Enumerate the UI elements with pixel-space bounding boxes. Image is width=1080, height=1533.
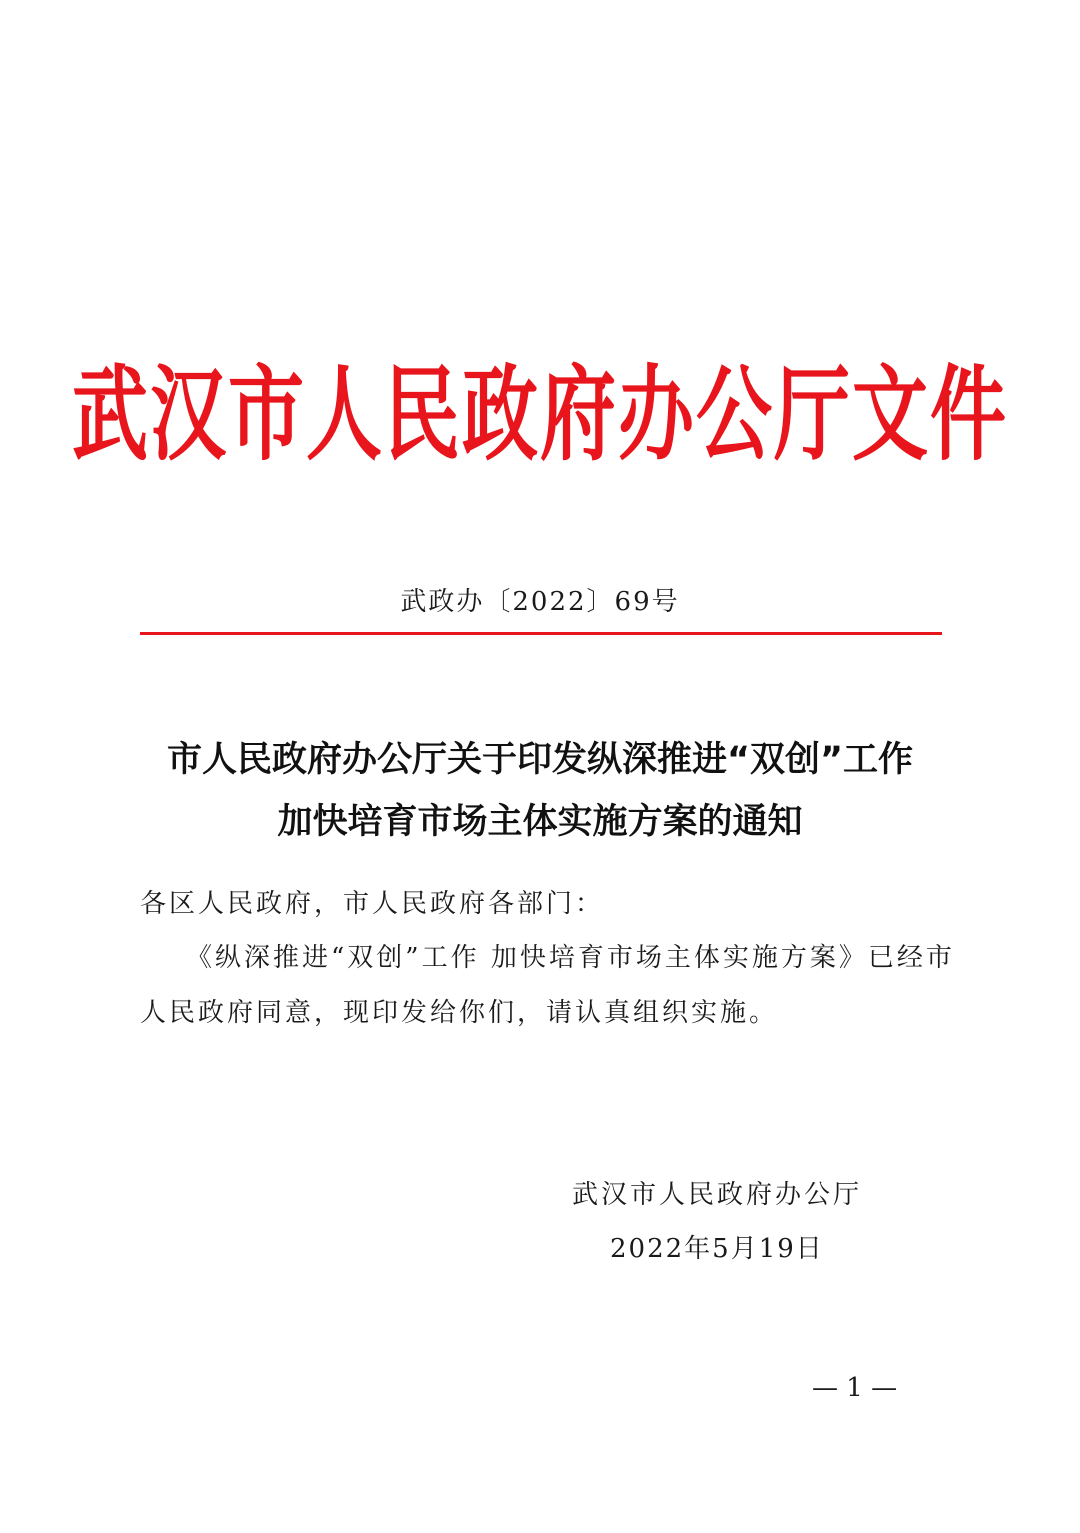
document-title-line-2: 加快培育市场主体实施方案的通知: [277, 802, 803, 842]
body-paragraph-line-2: 人民政府同意，现印发给你们，请认真组织实施。: [140, 998, 779, 1028]
salutation: 各区人民政府，市人民政府各部门：: [140, 889, 605, 919]
issue-date: 2022年5月19日: [610, 1234, 824, 1264]
body-paragraph-line-1: 《纵深推进“双创”工作 加快培育市场主体实施方案》已经市: [186, 943, 955, 973]
masthead-title: 武汉市人民政府办公厅文件: [72, 354, 1008, 475]
signing-authority: 武汉市人民政府办公厅: [572, 1180, 863, 1210]
document-title-line-1: 市人民政府办公厅关于印发纵深推进“双创”工作: [166, 740, 913, 780]
document-number: 武政办〔2022〕69号: [400, 587, 680, 617]
page-number: — 1 —: [812, 1373, 898, 1403]
red-divider-line: [140, 632, 942, 635]
